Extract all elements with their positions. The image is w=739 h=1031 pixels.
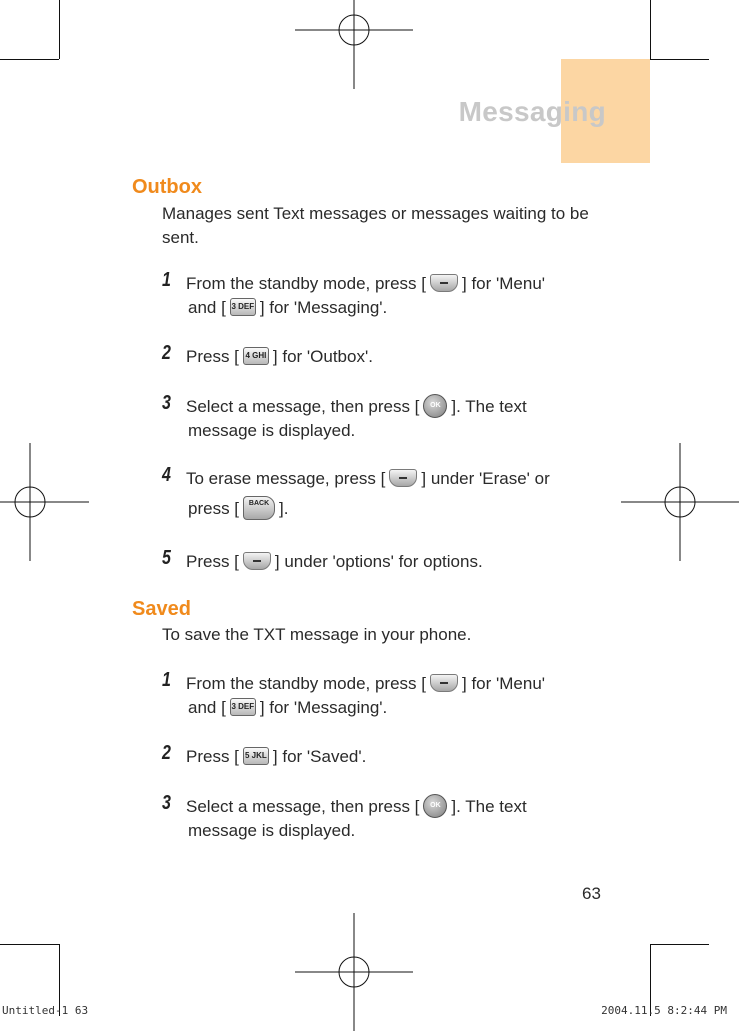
step-text: From the standby mode, press [ [186, 674, 426, 693]
step-text: and [ [188, 698, 226, 717]
left-soft-key-icon [430, 274, 458, 292]
outbox-step-5 [162, 547, 612, 574]
step-text: ] under 'options' for options. [274, 552, 483, 571]
saved-intro: To save the TXT message in your phone. [162, 625, 472, 644]
step-number: 1 [162, 269, 171, 291]
step-text: and [ [188, 298, 226, 317]
slug-left: Untitled-1 63 [2, 1004, 89, 1017]
step-text: ] for 'Outbox'. [272, 347, 373, 366]
step-text: From the standby mode, press [ [186, 274, 426, 293]
number-key-icon: 3 DEF [230, 298, 256, 316]
crop-mark [0, 59, 59, 60]
step-text: ] for 'Menu' [462, 274, 546, 293]
saved-step-3 [162, 792, 612, 843]
number-key-icon: 3 DEF [230, 698, 256, 716]
step-text: ] under 'Erase' or [421, 469, 550, 488]
outbox-step-2 [162, 342, 612, 369]
registration-mark-icon [621, 443, 739, 561]
chapter-title: Messaging [458, 96, 606, 127]
outbox-step-1 [162, 269, 612, 320]
step-text: press [ [188, 499, 240, 518]
step-text: Select a message, then press [ [186, 397, 420, 416]
step-text: ] for 'Messaging'. [259, 298, 388, 317]
step-number: 4 [162, 464, 171, 486]
crop-mark [650, 59, 709, 60]
step-number: 2 [162, 742, 171, 764]
ok-key-icon: OK [423, 794, 447, 818]
step-number: 3 [162, 792, 171, 814]
step-number: 3 [162, 392, 171, 414]
outbox-intro: Manages sent Text messages or messages waiting to be sent. [162, 204, 589, 247]
crop-mark [650, 944, 709, 945]
crop-mark [650, 0, 651, 59]
step-number: 5 [162, 547, 171, 569]
crop-mark [0, 944, 59, 945]
number-key-icon: 4 GHI [243, 347, 269, 365]
step-text: To erase message, press [ [186, 469, 386, 488]
outbox-heading: Outbox [132, 176, 202, 198]
step-text: Select a message, then press [ [186, 797, 420, 816]
crop-mark [59, 0, 60, 59]
ok-key-icon: OK [423, 394, 447, 418]
step-text: message is displayed. [188, 821, 356, 840]
left-soft-key-icon [243, 552, 271, 570]
outbox-step-4 [162, 464, 612, 521]
saved-heading: Saved [132, 598, 191, 620]
step-text: Press [ [186, 747, 239, 766]
page-number: 63 [582, 884, 601, 903]
step-number: 2 [162, 342, 171, 364]
back-key-icon: BACK [243, 496, 275, 520]
saved-step-2 [162, 742, 612, 769]
saved-step-1 [162, 669, 612, 720]
registration-mark-icon [295, 913, 413, 1031]
step-text: Press [ [186, 552, 239, 571]
step-text: ] for 'Menu' [462, 674, 546, 693]
step-text: ]. [279, 499, 289, 518]
step-text: ] for 'Messaging'. [259, 698, 388, 717]
step-text: ] for 'Saved'. [272, 747, 367, 766]
registration-mark-icon [295, 0, 413, 89]
step-number: 1 [162, 669, 171, 691]
step-text: ]. The text [451, 797, 527, 816]
left-soft-key-icon [430, 674, 458, 692]
slug-right: 2004.11.5 8:2:44 PM [601, 1004, 727, 1017]
step-text: message is displayed. [188, 421, 356, 440]
right-soft-key-icon [389, 469, 417, 487]
registration-mark-icon [0, 443, 89, 561]
step-text: Press [ [186, 347, 239, 366]
outbox-step-3 [162, 392, 612, 443]
step-text: ]. The text [451, 397, 527, 416]
number-key-icon: 5 JKL [243, 747, 269, 765]
